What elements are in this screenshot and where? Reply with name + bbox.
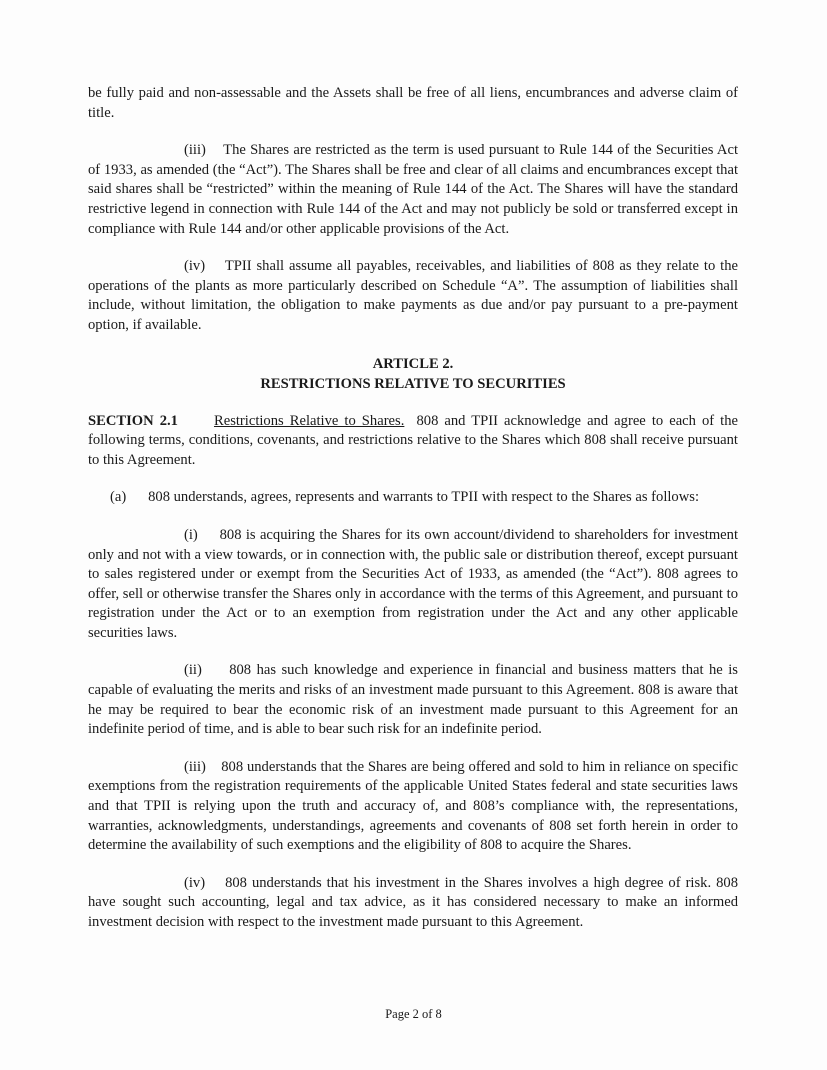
subsection-text: 808 understands, agrees, represents and warrants to TPII with respect to the Shares as follows: <box>148 489 700 506</box>
section-heading: Restrictions Relative to Shares. <box>213 412 405 429</box>
clause-text: TPII shall assume all payables, receivables, and liabilities of 808 as they relate to the operations of the plants as more particularly described on Schedule “A”. The assumption of liabilities shall include, without limitation, the obligation to make payments as due and/or pay pursuant to a pre-payment option, if available. <box>88 258 739 333</box>
subsection-label: (a) <box>110 489 127 506</box>
clause-text: The Shares are restricted as the term is used pursuant to Rule 144 of the Securities Act of 1933, as amended (the “Act”). The Shares shall be free and clear of all claims and encumbrances except that said shares shall be “restricted” within the meaning of Rule 144 of the Act. The Shares will have the standard restrictive legend in connection with Rule 144 of the Act and may not publicly be sold or transferred except in compliance with Rule 144 and/or other applicable provisions of the Act. <box>88 142 738 237</box>
subsection-a <box>88 488 738 508</box>
document-body <box>88 84 738 951</box>
clause-label: (iv) <box>184 874 206 891</box>
clause-label: (iv) <box>184 258 206 275</box>
article-title: RESTRICTIONS RELATIVE TO SECURITIES <box>260 375 566 392</box>
clause-label: (iii) <box>184 758 206 775</box>
section-2-1-paragraph <box>88 412 738 471</box>
intro-paragraph: be fully paid and non-assessable and the Assets shall be free of all liens, encumbrances and adverse claim of title. <box>88 85 738 121</box>
clause-text: 808 understands that his investment in the Shares involves a high degree of risk. 808 have sought such accounting, legal and tax advice, as it has considered necessary to make an informed investment decision with respect to the investment made pursuant to this Agreement. <box>88 874 738 930</box>
clause-i-acquisition <box>88 526 738 644</box>
clause-text: 808 is acquiring the Shares for its own account/dividend to shareholders for investment only and not with a view towards, or in connection with, the public sale or distribution thereof, except pursuant to sales registered under or exempt from the Securities Act of 1933, as amended (the “Act”). 808 agrees to offer, sell or otherwise transfer the Shares only in accordance with the terms of this Agreement, and pursuant to registration under the Act or to an exemption from registration under the Act and any other applicable securities laws. <box>88 526 738 641</box>
clause-ii-knowledge <box>88 661 738 739</box>
clause-iii-restricted-shares <box>88 141 738 239</box>
clause-label: (ii) <box>184 662 202 679</box>
page-number-footer: Page 2 of 8 <box>385 1007 442 1021</box>
section-number: SECTION 2.1 <box>88 412 178 429</box>
clause-text: 808 understands that the Shares are being offered and sold to him in reliance on specific exemptions from the registration requirements of the applicable United States federal and state securities laws and that TPII is relying upon the truth and accuracy of, and 808’s compliance with, the representations, warranties, acknowledgments, understandings, agreements and covenants of 808 set forth herein in order to determine the availability of such exemptions and the eligibility of 808 to acquire the Shares. <box>88 758 738 854</box>
clause-iv-risk <box>88 874 738 933</box>
clause-text: 808 has such knowledge and experience in financial and business matters that he is capable of evaluating the merits and risks of an investment made pursuant to this Agreement. 808 is aware that he may be required to bear the economic risk of an investment made pursuant to this Agreement for an indefinite period of time, and is able to bear such risk for an indefinite period. <box>88 662 738 738</box>
clause-label: (i) <box>184 526 198 543</box>
clause-label: (iii) <box>184 142 206 159</box>
article-number: ARTICLE 2. <box>372 355 454 372</box>
clause-iii-exemptions <box>88 758 738 856</box>
clause-iv-liabilities <box>88 257 738 335</box>
section-text: 808 and TPII acknowledge and agree to each of the following terms, conditions, covenants, and restrictions relative to the Shares which 808 shall receive pursuant to this Agreement. <box>88 412 739 468</box>
article-heading <box>88 354 738 394</box>
